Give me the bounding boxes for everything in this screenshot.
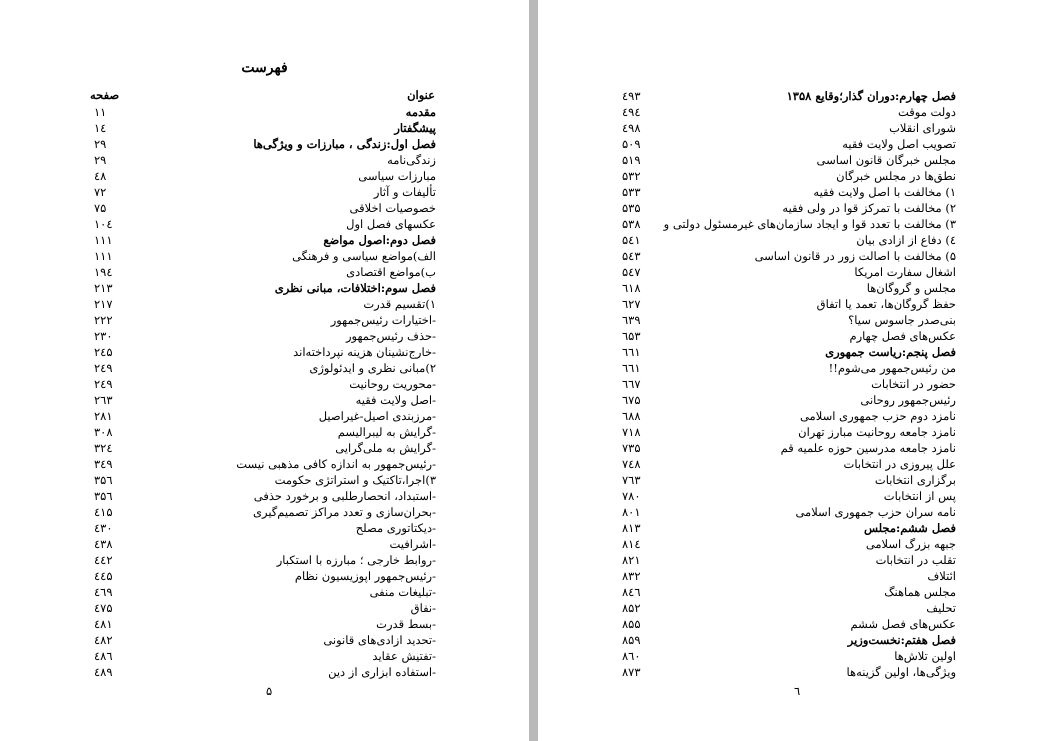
toc-entry-page: ۷٦۳ xyxy=(622,473,641,487)
toc-entry-page: ۲۲۲ xyxy=(94,313,113,327)
toc-row xyxy=(622,136,956,152)
toc-entry-page: ٨٤٦ xyxy=(622,585,641,599)
toc-row xyxy=(94,600,436,616)
toc-row xyxy=(622,584,956,600)
toc-entry-title: -خارج‌نشینان هزینه نپرداخته‌اند xyxy=(293,345,436,359)
toc-entry-title: -تبلیغات منفی xyxy=(369,585,436,599)
toc-entry-title: ۳) مخالفت با تعدد قوا و ایجاد سازمان‌های غیرمسئول دولتی و xyxy=(663,217,956,231)
toc-entry-title: -اصل ولایت فقیه xyxy=(355,393,436,407)
toc-row xyxy=(94,664,436,680)
toc-entry-page: ٤۹٨ xyxy=(622,121,641,135)
toc-entry-page: ۲۱۳ xyxy=(94,281,113,295)
toc-entry-title: عکس‌های فصل ششم xyxy=(850,617,956,631)
toc-entry-page: ٨٦۰ xyxy=(622,649,641,663)
toc-entry-page: ۵۳۵ xyxy=(622,201,641,215)
toc-entry-page: ٨۱۳ xyxy=(622,521,641,535)
toc-entry-title: تحلیف xyxy=(926,601,956,615)
toc-row xyxy=(94,488,436,504)
toc-entry-title: حفظ گروگان‌ها، تعمد یا اتفاق xyxy=(816,297,956,311)
left-page xyxy=(0,0,529,741)
toc-entry-title: نطق‌ها در مجلس خبرگان xyxy=(836,169,956,183)
toc-row xyxy=(94,632,436,648)
toc-entry-page: ۳۵٦ xyxy=(94,473,113,487)
toc-entry-title: اولین تلاش‌ها xyxy=(894,649,956,663)
toc-entry-title: ویژگی‌ها، اولین گزینه‌ها xyxy=(846,665,956,679)
toc-entry-page: ۲۱۷ xyxy=(94,297,113,311)
toc-row xyxy=(622,536,956,552)
toc-chapter-row xyxy=(94,232,436,248)
toc-entry-page: ۱۹٤ xyxy=(94,265,113,279)
header-title: عنوان xyxy=(407,88,435,102)
toc-row xyxy=(94,536,436,552)
toc-list-left xyxy=(94,104,436,684)
toc-entry-page: ٦٦۱ xyxy=(622,361,641,375)
toc-entry-page: ٦۱٨ xyxy=(622,281,641,295)
toc-entry-page: ٨۷۳ xyxy=(622,665,641,679)
toc-entry-title: دولت موقت xyxy=(897,105,956,119)
toc-entry-page: ٦۷۵ xyxy=(622,393,641,407)
toc-entry-page: ۷۵ xyxy=(94,201,107,215)
page-number-left: ۵ xyxy=(266,684,273,698)
toc-entry-title: رئیس‌جمهور روحانی xyxy=(860,393,956,407)
toc-entry-title: ۲) مخالفت با تمرکز قوا در ولی فقیه xyxy=(782,201,956,215)
toc-entry-page: ۱٤ xyxy=(94,121,107,135)
toc-chapter-row xyxy=(94,104,436,120)
toc-row xyxy=(622,312,956,328)
toc-row xyxy=(622,472,956,488)
toc-row xyxy=(622,616,956,632)
toc-row xyxy=(622,568,956,584)
toc-entry-page: ٦۵۳ xyxy=(622,329,641,343)
toc-list-right xyxy=(622,88,956,688)
toc-row xyxy=(94,360,436,376)
toc-row xyxy=(94,520,436,536)
toc-entry-page: ۵٤۷ xyxy=(622,265,641,279)
toc-row xyxy=(622,280,956,296)
toc-entry-title: زندگی‌نامه xyxy=(387,153,436,167)
toc-entry-page: ۲۹ xyxy=(94,153,107,167)
toc-entry-title: اشغال سفارت امریکا xyxy=(854,265,956,279)
toc-entry-title: فصل پنجم:ریاست جمهوری xyxy=(825,345,956,359)
toc-entry-title: مجلس و گروگان‌ها xyxy=(866,281,956,295)
toc-entry-page: ٤٤۵ xyxy=(94,569,113,583)
toc-row xyxy=(94,264,436,280)
toc-row xyxy=(622,328,956,344)
toc-entry-title: عکس‌های فصل چهارم xyxy=(849,329,956,343)
toc-row xyxy=(94,312,436,328)
toc-entry-page: ٦۳۹ xyxy=(622,313,641,327)
toc-entry-title: ۳)اجرا،تاکتیک و استراتژی حکومت xyxy=(274,473,436,487)
toc-entry-page: ۷۲ xyxy=(94,185,107,199)
toc-entry-page: ٦٦۱ xyxy=(622,345,641,359)
toc-entry-title: -استبداد، انحصارطلبی و برخورد حذفی xyxy=(253,489,436,503)
toc-row xyxy=(94,168,436,184)
toc-entry-title: نامزد جامعه روحانیت مبارز تهران xyxy=(798,425,956,439)
toc-entry-title: نامزد دوم حزب جمهوری اسلامی xyxy=(799,409,956,423)
toc-entry-page: ۵٤۱ xyxy=(622,233,641,247)
toc-entry-title: جبهه بزرگ اسلامی xyxy=(865,537,956,551)
toc-row xyxy=(622,664,956,680)
toc-chapter-row xyxy=(94,120,436,136)
toc-entry-page: ٨۳۲ xyxy=(622,569,641,583)
toc-entry-page: ۳۰۸ xyxy=(94,425,113,439)
toc-entry-title: فصل ششم:مجلس xyxy=(863,521,956,535)
toc-entry-title: ٤) دفاع از ازادی بیان xyxy=(856,233,956,247)
header-page: صفحه xyxy=(90,88,120,102)
toc-row xyxy=(622,200,956,216)
toc-entry-title: -استفاده ابزاری از دین xyxy=(328,665,436,679)
toc-entry-page: ٤۷۵ xyxy=(94,601,113,615)
toc-row xyxy=(622,168,956,184)
toc-entry-title: مقدمه xyxy=(405,105,436,119)
toc-entry-title: -بحران‌سازی و تعدد مراکز تصمیم‌گیری xyxy=(252,505,436,519)
toc-entry-title: تقلب در انتخابات xyxy=(875,553,956,567)
toc-row xyxy=(94,616,436,632)
toc-entry-title: فصل هفتم:نخست‌وزیر xyxy=(847,633,956,647)
toc-entry-title: -محوریت روحانیت xyxy=(349,377,436,391)
toc-entry-title: -تفتیش عقاید xyxy=(372,649,436,663)
toc-row xyxy=(94,376,436,392)
toc-entry-title: -اشرافیت xyxy=(389,537,436,551)
toc-row xyxy=(94,552,436,568)
toc-chapter-row xyxy=(622,632,956,648)
toc-row xyxy=(622,104,956,120)
toc-entry-page: ۲٤۵ xyxy=(94,345,113,359)
page-number-right: ٦ xyxy=(794,684,801,698)
toc-row xyxy=(94,328,436,344)
toc-entry-page: ۷۳۵ xyxy=(622,441,641,455)
toc-entry-title: -حذف رئیس‌جمهور xyxy=(345,329,436,343)
toc-entry-page: ٤٨۱ xyxy=(94,617,113,631)
toc-entry-page: ۵۳٨ xyxy=(622,217,641,231)
toc-chapter-row xyxy=(94,136,436,152)
toc-entry-page: ۱۱ xyxy=(94,105,107,119)
toc-entry-page: ٨۵۲ xyxy=(622,601,641,615)
toc-entry-page: ۱۰٤ xyxy=(94,217,113,231)
right-page xyxy=(538,0,1061,741)
toc-row xyxy=(622,360,956,376)
toc-entry-title: شورای انقلاب xyxy=(889,121,956,135)
toc-row xyxy=(94,152,436,168)
toc-entry-page: ٤٨٦ xyxy=(94,649,113,663)
toc-entry-title: بنی‌صدر جاسوس سیا؟ xyxy=(848,313,956,327)
toc-chapter-row xyxy=(622,88,956,104)
toc-entry-title: تصویب اصل ولایت فقیه xyxy=(842,137,956,151)
toc-row xyxy=(94,248,436,264)
toc-entry-title: ۵) مخالفت با اصالت زور در قانون اساسی xyxy=(754,249,956,263)
toc-entry-page: ٤٨ xyxy=(94,169,107,183)
toc-entry-title: الف)مواضع سیاسی و فرهنگی xyxy=(292,249,436,263)
toc-row xyxy=(94,392,436,408)
toc-entry-page: ۷٤٨ xyxy=(622,457,641,471)
toc-entry-page: ۲۸۱ xyxy=(94,409,113,423)
toc-entry-title: نامزد جامعه مدرسین حوزه علمیه قم xyxy=(780,441,956,455)
toc-row xyxy=(94,568,436,584)
toc-row xyxy=(622,456,956,472)
toc-row xyxy=(622,152,956,168)
toc-entry-page: ۵۰۹ xyxy=(622,137,641,151)
toc-entry-page: ٤٤۲ xyxy=(94,553,113,567)
toc-row xyxy=(622,424,956,440)
toc-entry-title: ائتلاف xyxy=(927,569,956,583)
toc-entry-page: ٨۵۹ xyxy=(622,633,641,647)
toc-row xyxy=(94,440,436,456)
toc-entry-page: ۵٤۳ xyxy=(622,249,641,263)
toc-entry-title: فصل اول:زندگی ، مبارزات و ویژگی‌ها xyxy=(253,137,436,151)
toc-entry-page: ٤۳۰ xyxy=(94,521,113,535)
toc-entry-title: برگزاری انتخابات xyxy=(874,473,956,487)
toc-entry-title: -روابط خارجی ؛ مبارزه با استکبار xyxy=(276,553,436,567)
toc-entry-page: ۲٤۹ xyxy=(94,361,113,375)
toc-entry-title: مبارزات سیاسی xyxy=(358,169,436,183)
toc-entry-title: خصوصیات اخلاقی xyxy=(349,201,436,215)
toc-entry-page: ۵۱۹ xyxy=(622,153,641,167)
toc-entry-title: ب)مواضع اقتصادی xyxy=(346,265,436,279)
toc-entry-page: ۵۳۲ xyxy=(622,169,641,183)
toc-row xyxy=(622,392,956,408)
toc-entry-page: ٤۳۸ xyxy=(94,537,113,551)
toc-entry-title: -تحدید ازادی‌های قانونی xyxy=(323,633,436,647)
toc-entry-title: فصل سوم:اختلافات، مبانی نظری xyxy=(274,281,436,295)
toc-entry-page: ۲۳۰ xyxy=(94,329,113,343)
toc-entry-title: -نفاق xyxy=(410,601,436,615)
toc-entry-page: ۲٦۳ xyxy=(94,393,113,407)
toc-entry-title: -بسط قدرت xyxy=(376,617,436,631)
toc-row xyxy=(622,488,956,504)
toc-row xyxy=(622,648,956,664)
toc-row xyxy=(94,456,436,472)
toc-row xyxy=(622,232,956,248)
toc-row xyxy=(94,584,436,600)
toc-entry-page: ٨۲۱ xyxy=(622,553,641,567)
toc-entry-title: -مرزبندی اصیل-غیراصیل xyxy=(318,409,436,423)
toc-entry-page: ٨۵۵ xyxy=(622,617,641,631)
toc-entry-page: ٤۹۳ xyxy=(622,89,641,103)
toc-entry-page: ٦٨٨ xyxy=(622,409,641,423)
toc-entry-page: ۱۱۱ xyxy=(94,233,113,247)
toc-row xyxy=(622,296,956,312)
toc-entry-page: ٤۹٤ xyxy=(622,105,641,119)
toc-entry-title: -گرایش به ملی‌گرایی xyxy=(335,441,436,455)
toc-row xyxy=(94,296,436,312)
toc-row xyxy=(622,184,956,200)
toc-entry-title: حضور در انتخابات xyxy=(871,377,956,391)
toc-entry-title: من رئیس‌جمهور می‌شوم!! xyxy=(828,361,956,375)
toc-row xyxy=(94,200,436,216)
toc-row xyxy=(622,216,956,232)
toc-entry-title: فصل دوم:اصول مواضع xyxy=(323,233,436,247)
toc-row xyxy=(94,424,436,440)
toc-row xyxy=(622,504,956,520)
toc-entry-page: ۱۱۱ xyxy=(94,249,113,263)
toc-row xyxy=(94,408,436,424)
toc-entry-title: تألیفات و آثار xyxy=(373,185,436,199)
page-gutter xyxy=(529,0,538,741)
toc-chapter-row xyxy=(94,280,436,296)
toc-entry-title: نامه سران حزب جمهوری اسلامی xyxy=(795,505,956,519)
toc-entry-page: ٤٨۲ xyxy=(94,633,113,647)
toc-row xyxy=(622,248,956,264)
toc-entry-title: -رئیس‌جمهور اپوزیسیون نظام xyxy=(294,569,436,583)
toc-entry-title: -اختیارات رئیس‌جمهور xyxy=(330,313,436,327)
toc-row xyxy=(622,120,956,136)
toc-entry-title: مجلس خبرگان قانون اساسی xyxy=(816,153,956,167)
toc-entry-page: ٤٨۹ xyxy=(94,665,113,679)
toc-row xyxy=(622,600,956,616)
toc-entry-page: ۲٤۹ xyxy=(94,377,113,391)
toc-entry-page: ٦٦۷ xyxy=(622,377,641,391)
toc-entry-page: ٦۲۷ xyxy=(622,297,641,311)
toc-entry-title: مجلس هماهنگ xyxy=(884,585,956,599)
toc-entry-page: ۳۵٦ xyxy=(94,489,113,503)
toc-title: فهرست xyxy=(241,60,288,76)
toc-entry-page: ۵۳۳ xyxy=(622,185,641,199)
toc-entry-title: پس از انتخابات xyxy=(883,489,956,503)
toc-entry-page: ۸۰۱ xyxy=(622,505,641,519)
toc-entry-page: ۳٤۹ xyxy=(94,457,113,471)
toc-row xyxy=(94,184,436,200)
toc-entry-title: ۱) مخالفت با اصل ولایت فقیه xyxy=(813,185,956,199)
toc-entry-title: عکسهای فصل اول xyxy=(346,217,436,231)
toc-row xyxy=(94,648,436,664)
toc-entry-title: ۱)تقسیم قدرت xyxy=(363,297,436,311)
toc-chapter-row xyxy=(622,344,956,360)
toc-row xyxy=(94,344,436,360)
toc-row xyxy=(622,440,956,456)
toc-entry-page: ٤۱۵ xyxy=(94,505,113,519)
toc-entry-page: ۲۹ xyxy=(94,137,107,151)
toc-row xyxy=(622,264,956,280)
toc-row xyxy=(94,472,436,488)
toc-row xyxy=(622,376,956,392)
toc-row xyxy=(94,504,436,520)
toc-row xyxy=(94,216,436,232)
toc-entry-page: ٨۱٤ xyxy=(622,537,641,551)
toc-entry-title: پیشگفتار xyxy=(394,121,436,135)
toc-entry-title: -رئیس‌جمهور به اندازه کافی مذهبی نیست xyxy=(236,457,436,471)
toc-chapter-row xyxy=(622,520,956,536)
toc-entry-title: -دیکتاتوری مصلح xyxy=(355,521,436,535)
toc-entry-page: ۷۱٨ xyxy=(622,425,641,439)
toc-entry-title: -گرایش به لیبرالیسم xyxy=(337,425,436,439)
toc-entry-page: ٤٦۹ xyxy=(94,585,113,599)
toc-entry-page: ۳۲٤ xyxy=(94,441,113,455)
toc-entry-page: ۷٨۰ xyxy=(622,489,641,503)
toc-entry-title: علل پیروزی در انتخابات xyxy=(843,457,956,471)
toc-row xyxy=(622,552,956,568)
toc-entry-title: فصل چهارم:دوران گذار؛وقایع ۱۳۵٨ xyxy=(786,89,956,103)
toc-entry-title: ۲)مبانی نظری و ایدئولوژی xyxy=(309,361,436,375)
toc-row xyxy=(622,408,956,424)
